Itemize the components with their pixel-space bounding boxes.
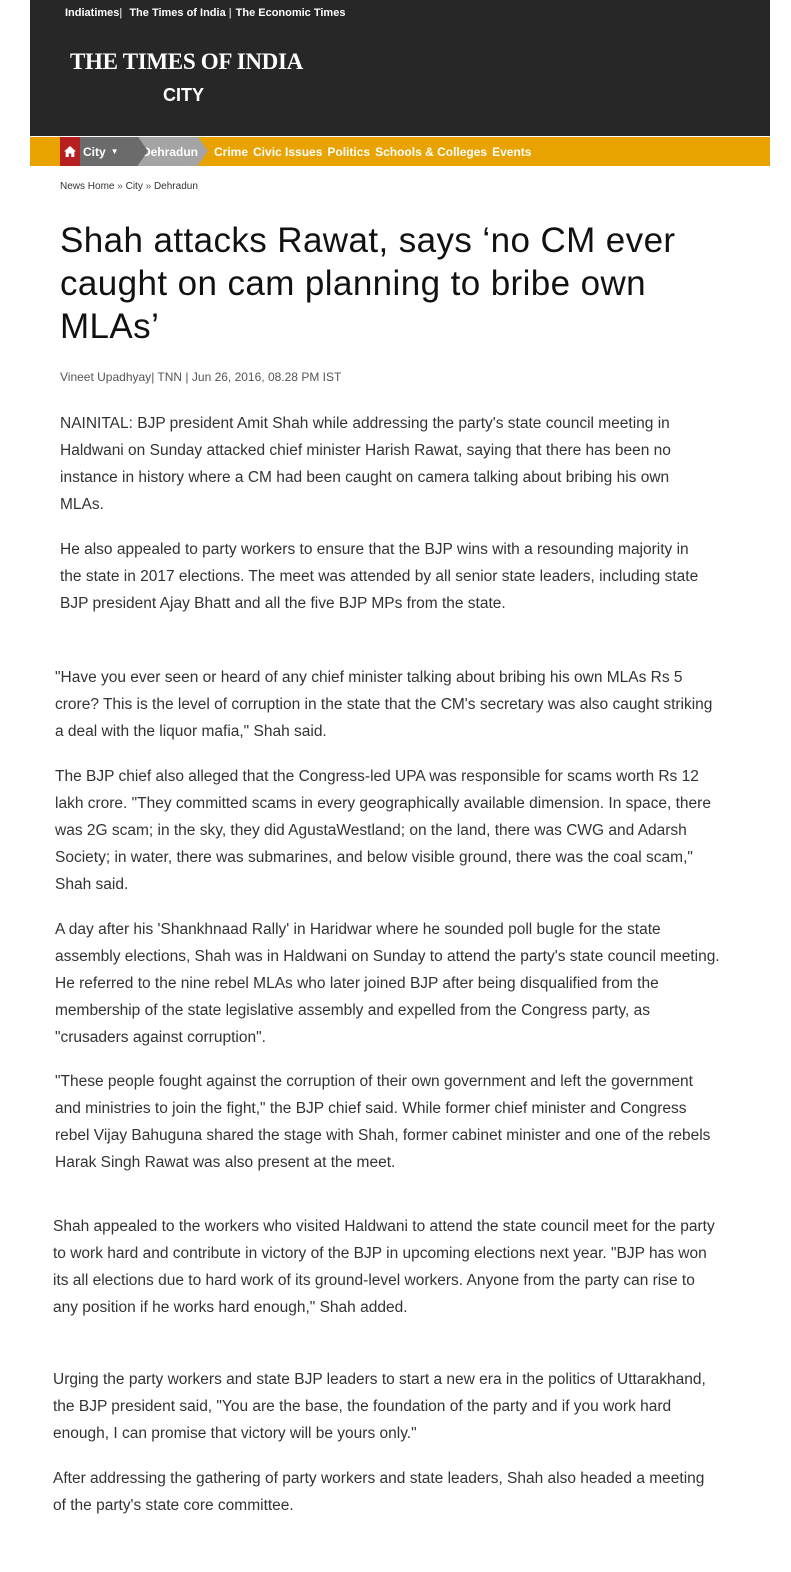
breadcrumb-city[interactable]: City	[125, 181, 143, 192]
article-paragraph: Urging the party workers and state BJP leaders to start a new era in the politics of Uttarakhand, the BJP president said, "You are the base, the foundation of the party and if you work hard enough, I can promise that victory will be yours only."	[53, 1371, 706, 1442]
breadcrumb-dehradun[interactable]: Dehradun	[153, 181, 198, 192]
home-icon	[64, 146, 76, 157]
nav-link-schools-colleges[interactable]: Schools & Colleges	[375, 144, 488, 159]
article-source: TNN	[157, 370, 183, 384]
separator: |	[119, 7, 123, 19]
separator: |	[228, 7, 232, 19]
article-paragraph: "These people fought against the corruption of their own government and left the government and ministries to join the fight," the BJP chief said. While former chief minister and Congress rebel Vijay Bahuguna shared the stage with Shah, former cabinet minister and one of the rebels Harak Singh Rawat was also present at the meet.	[55, 1073, 711, 1171]
nav-link-crime[interactable]: Crime	[214, 144, 249, 159]
author-name[interactable]: Vineet Upadhyay	[60, 370, 152, 384]
nav-arrow	[198, 137, 208, 165]
nav-links	[214, 137, 531, 166]
section-navbar	[30, 137, 770, 166]
breadcrumb-news-home[interactable]: News Home	[60, 181, 115, 192]
byline-separator: |	[151, 370, 158, 384]
article-date: Jun 26, 2016, 08.28 PM IST	[191, 370, 342, 384]
article-paragraph: He also appealed to party workers to ensure that the BJP wins with a resounding majority in the state in 2017 elections. The meet was attended by all senior state leaders, including state BJP president Ajay Bhatt and all the five BJP MPs from the state.	[60, 541, 699, 612]
article-paragraph: NAINITAL: BJP president Amit Shah while addressing the party's state council meeting in Haldwani on Sunday attacked chief minister Harish Rawat, saying that there has been no instance in history where a CM had been caught on camera talking about bribing his own MLAs.	[60, 415, 671, 513]
breadcrumb	[60, 181, 198, 192]
article-paragraph: After addressing the gathering of party workers and state leaders, Shah also headed a meeting of the party's state core committee.	[53, 1470, 705, 1514]
nav-arrow	[138, 137, 148, 165]
home-button[interactable]	[60, 137, 80, 166]
article-paragraph: A day after his 'Shankhnaad Rally' in Haridwar where he sounded poll bugle for the state assembly elections, Shah was in Haldwani on Sunday to attend the party's state council meeting. He referred to the nine rebel MLAs who later joined BJP after being disqualified from the membership of the state legislative assembly and expelled from the Congress party, as "crusaders against corruption".	[55, 921, 720, 1046]
masthead	[30, 0, 770, 136]
nav-link-civic-issues[interactable]: Civic Issues	[253, 144, 323, 159]
top-link-et[interactable]: The Economic Times	[235, 7, 346, 19]
article-paragraph: Shah appealed to the workers who visited Haldwani to attend the state council meet for the party to work hard and contribute in victory of the BJP in upcoming elections next year. "BJP has won its all elections due to hard work of its ground-level workers. Anyone from the party can rise to any position if he works hard enough," Shah added.	[53, 1218, 715, 1316]
article-paragraph: "Have you ever seen or heard of any chief minister talking about bribing his own MLAs Rs 5 crore? This is the level of corruption in the state that the CM's secretary was also caught striking a deal with the liquor mafia," Shah said.	[55, 669, 713, 740]
site-logo[interactable]: THE TIMES OF INDIA	[70, 49, 303, 74]
nav-dehradun-label: Dehradun	[142, 144, 199, 159]
nav-city-dropdown[interactable]	[80, 137, 138, 166]
article-paragraph: The BJP chief also alleged that the Congress-led UPA was responsible for scams worth Rs 12 lakh crore. "They committed scams in every geographically available dimension. In space, there was 2G scam; in the sky, they did AgustaWestland; on the land, there was CWG and Adarsh Society; in water, there was submarines, and below visible ground, there was the coal scam," Shah said.	[55, 768, 711, 893]
article-byline	[60, 370, 341, 384]
breadcrumb-separator: »	[145, 181, 152, 192]
top-link-toi[interactable]: The Times of India	[129, 7, 226, 19]
nav-city-label: City	[83, 144, 106, 159]
article-headline: Shah attacks Rawat, says ‘no CM ever caught on cam planning to bribe own MLAs’	[60, 221, 676, 346]
nav-link-events[interactable]: Events	[492, 144, 532, 159]
nav-link-politics[interactable]: Politics	[327, 144, 371, 159]
breadcrumb-separator: »	[117, 181, 123, 192]
section-title[interactable]: CITY	[163, 85, 205, 105]
byline-separator: |	[182, 370, 192, 384]
chevron-down-icon: ▼	[110, 147, 119, 156]
top-link-indiatimes[interactable]: Indiatimes	[65, 7, 120, 19]
top-links	[65, 7, 345, 19]
